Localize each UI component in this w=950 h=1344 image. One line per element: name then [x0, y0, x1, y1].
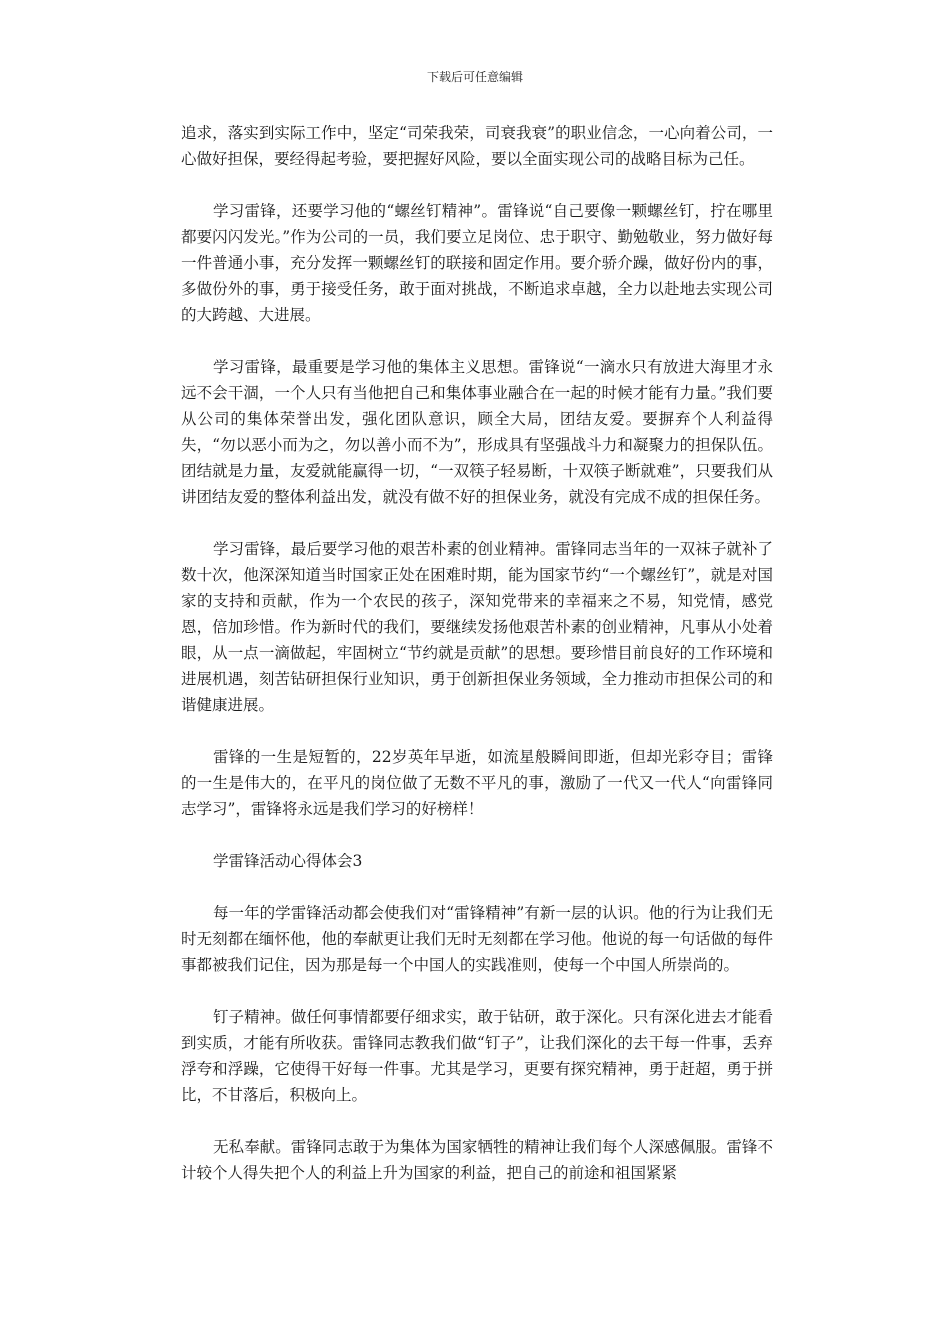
- document-body: [181, 120, 773, 1212]
- paragraph-7: 钉子精神。做任何事情都要仔细求实，敢于钻研，敢于深化。只有深化进去才能看到实质，才能有所收获。雷锋同志教我们做“钉子”，让我们深化的去干每一件事，丢弃浮夸和浮躁，它使得干好每一件事。尤其是学习，更要有探究精神，勇于赶超，勇于拼比，不甘落后，积极向上。: [181, 1008, 773, 1104]
- paragraph-6: 每一年的学雷锋活动都会使我们对“雷锋精神”有新一层的认识。他的行为让我们无时无刻都在缅怀他，他的奉献更让我们无时无刻都在学习他。他说的每一句话做的每件事都被我们记住，因为那是每一个中国人的实践准则，使每一个中国人所崇尚的。: [181, 904, 773, 974]
- section-heading: 学雷锋活动心得体会3: [213, 852, 363, 870]
- paragraph-8: 无私奉献。雷锋同志敢于为集体为国家牺牲的精神让我们每个人深感佩服。雷锋不计较个人得失把个人的利益上升为国家的利益，把自己的前途和祖国紧紧: [181, 1138, 773, 1182]
- paragraph-4: 学习雷锋，最后要学习他的艰苦朴素的创业精神。雷锋同志当年的一双袜子就补了数十次，他深深知道当时国家正处在困难时期，能为国家节约“一个螺丝钉”，就是对国家的支持和贡献，作为一个农民的孩子，深知党带来的幸福来之不易，知党情，感党恩，倍加珍惜。作为新时代的我们，要继续发扬他艰苦朴素的创业精神，凡事从小处着眼，从一点一滴做起，牢固树立“节约就是贡献”的思想。要珍惜目前良好的工作环境和进展机遇，刻苦钻研担保行业知识，勇于创新担保业务领域，全力推动市担保公司的和谐健康进展。: [181, 540, 773, 714]
- page-header: 下载后可任意编辑: [426, 70, 523, 84]
- paragraph-3: 学习雷锋，最重要是学习他的集体主义思想。雷锋说“一滴水只有放进大海里才永远不会干涸，一个人只有当他把自己和集体事业融合在一起的时候才能有力量。”我们要从公司的集体荣誉出发，强化团队意识，顾全大局，团结友爱。要摒弃个人利益得失，“勿以恶小而为之，勿以善小而不为”，形成具有坚强战斗力和凝聚力的担保队伍。团结就是力量，友爱就能赢得一切，“一双筷子轻易断，十双筷子断就难”，只要我们从讲团结友爱的整体利益出发，就没有做不好的担保业务，就没有完成不成的担保任务。: [181, 358, 773, 506]
- paragraph-2: 学习雷锋，还要学习他的“螺丝钉精神”。雷锋说“自己要像一颗螺丝钉，拧在哪里都要闪闪发光。”作为公司的一员，我们要立足岗位、忠于职守、勤勉敬业，努力做好每一件普通小事，充分发挥一颗螺丝钉的联接和固定作用。要介骄介躁，做好份内的事，多做份外的事，勇于接受任务，敢于面对挑战，不断追求卓越，全力以赴地去实现公司的大跨越、大进展。: [181, 202, 773, 324]
- paragraph-5: 雷锋的一生是短暂的，22岁英年早逝，如流星般瞬间即逝，但却光彩夺目；雷锋的一生是伟大的，在平凡的岗位做了无数不平凡的事，激励了一代又一代人“向雷锋同志学习”，雷锋将永远是我们学习的好榜样！: [181, 748, 773, 818]
- paragraph-1: 追求，落实到实际工作中，坚定“司荣我荣，司衰我衰”的职业信念，一心向着公司，一心做好担保，要经得起考验，要把握好风险，要以全面实现公司的战略目标为己任。: [181, 124, 773, 168]
